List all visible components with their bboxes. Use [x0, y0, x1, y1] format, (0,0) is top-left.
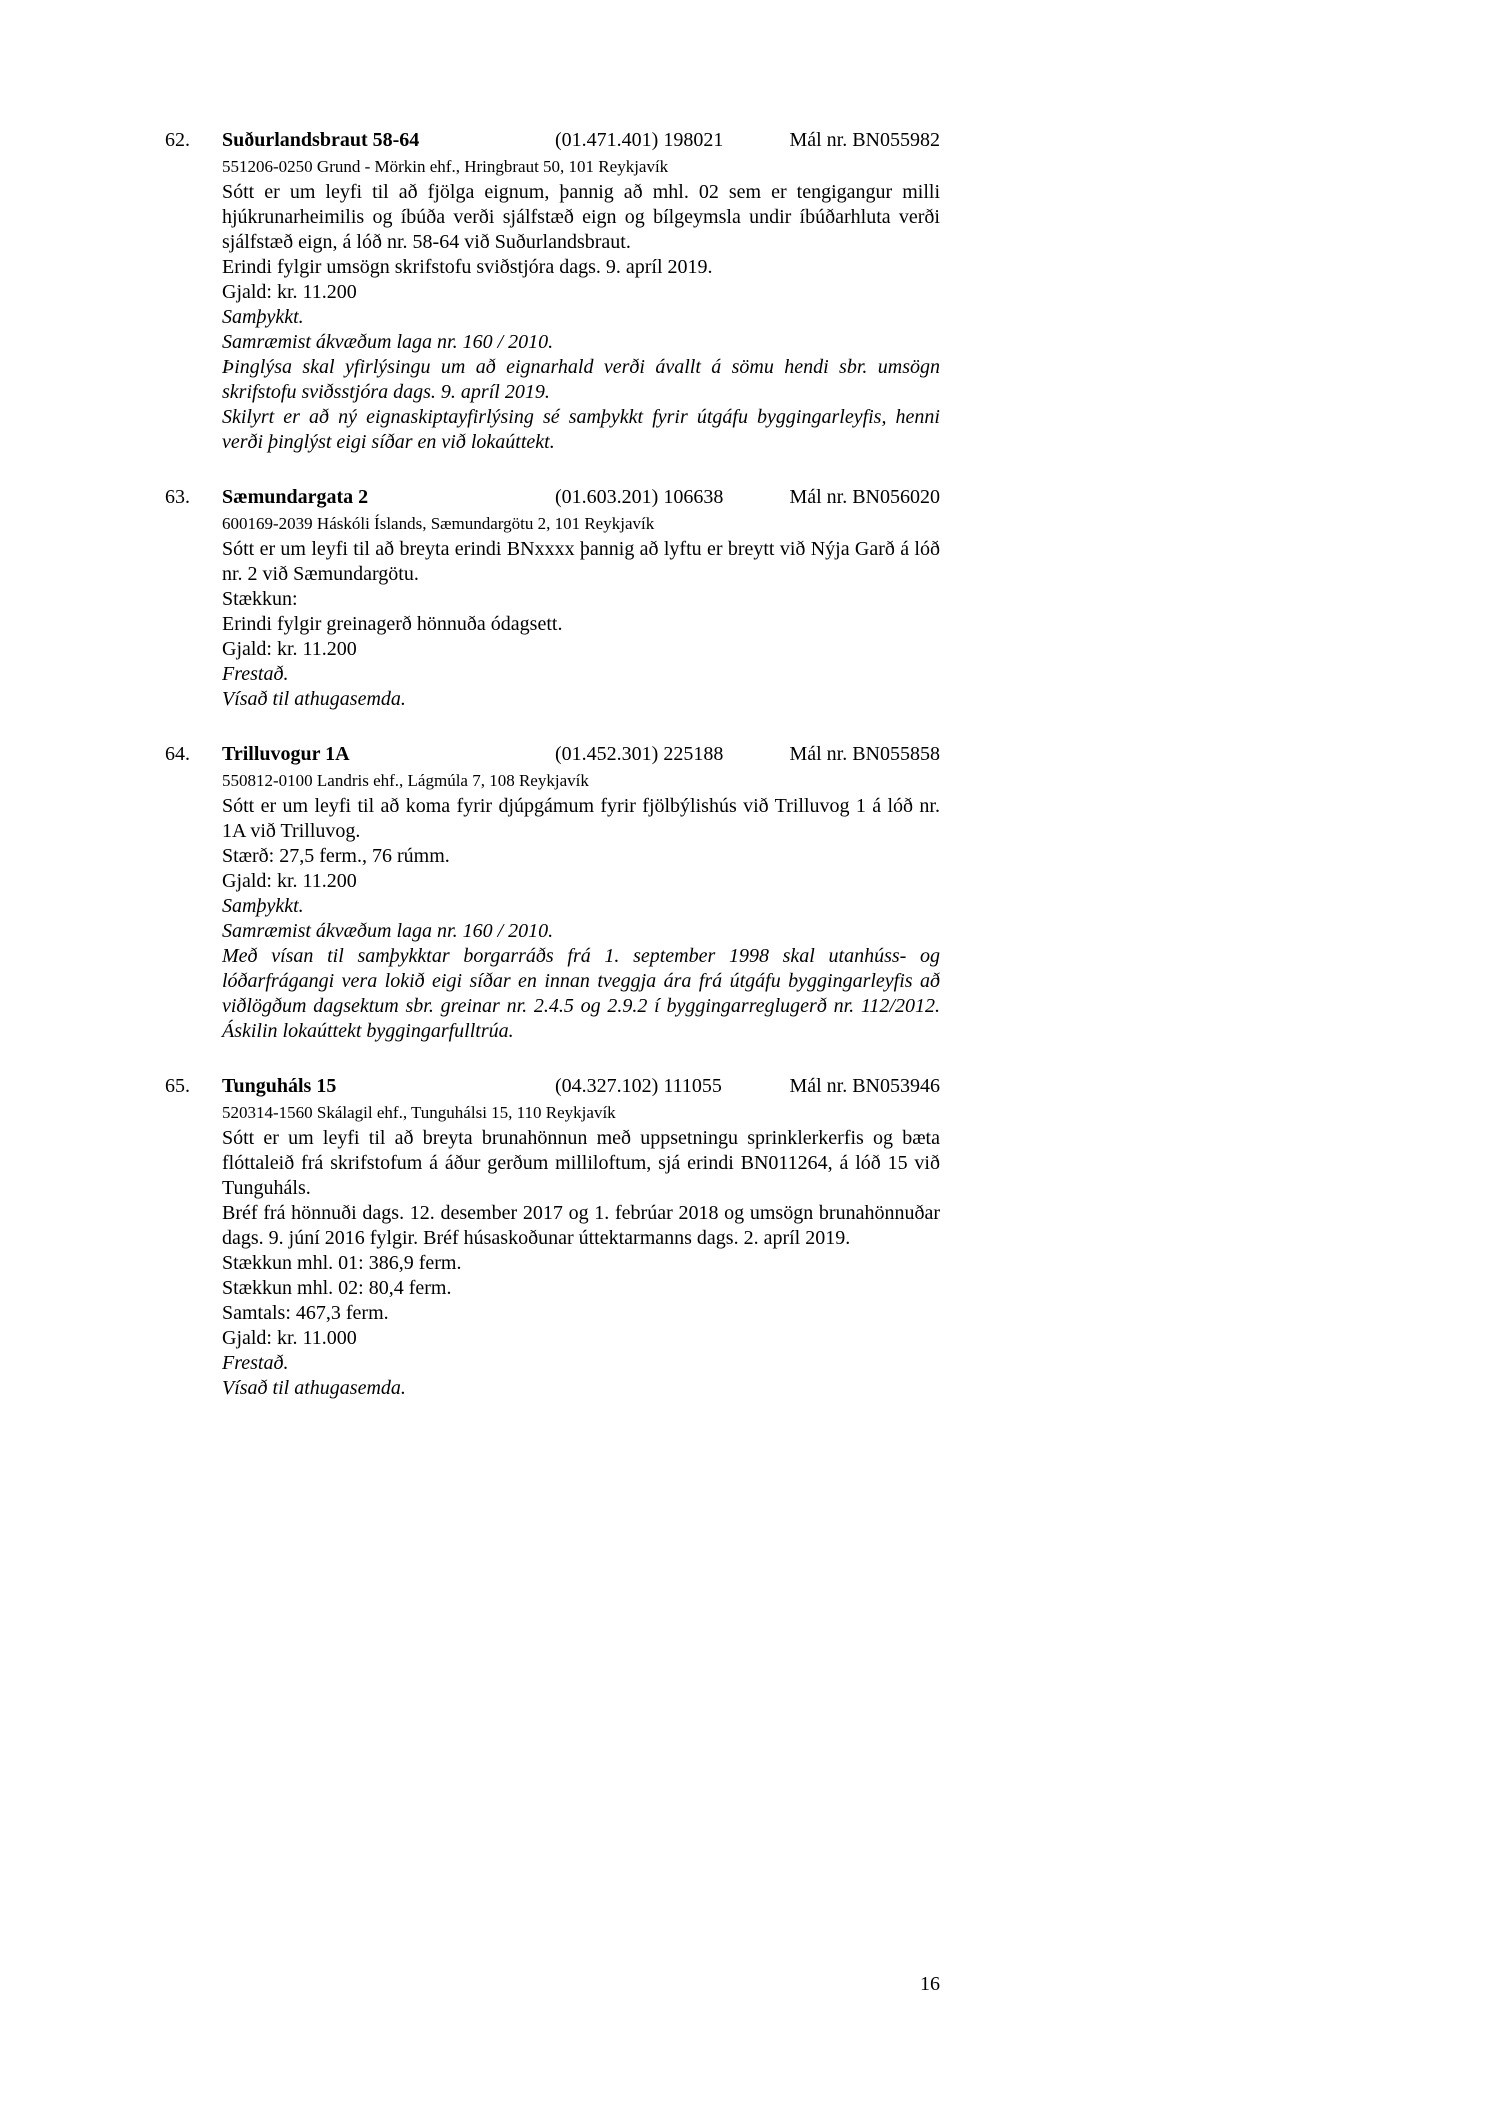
item-body	[222, 769, 940, 1044]
item-number: 63.	[165, 486, 190, 508]
resolution-paragraph: Þinglýsa skal yfirlýsingu um að eignarhald verði ávallt á sömu hendi sbr. umsögn skrifstofu sviðsstjóra dags. 9. apríl 2019.	[222, 356, 940, 403]
item-case-number: Mál nr. BN055858	[789, 743, 940, 765]
item-owner-line: 551206-0250 Grund - Mörkin ehf., Hringbraut 50, 101 Reykjavík	[222, 157, 669, 176]
item-number: 65.	[165, 1075, 190, 1097]
item-reference-number: (01.603.201) 106638	[555, 486, 724, 508]
agenda-item-header	[165, 485, 940, 512]
description-paragraph: Erindi fylgir umsögn skrifstofu sviðstjóra dags. 9. apríl 2019.	[222, 256, 713, 278]
resolution-paragraph: Með vísan til samþykktar borgarráðs frá 1. september 1998 skal utanhúss- og lóðarfrágangi vera lokið eigi síðar en innan tveggja ára frá útgáfu byggingarleyfis að viðlögðum dagsektum sbr. greinar nr. 2.4.5 og 2.9.2 í byggingarreglugerð nr. 112/2012. Áskilin lokaúttekt byggingarfulltrúa.	[222, 945, 940, 1042]
item-body	[222, 512, 940, 712]
item-owner-line: 520314-1560 Skálagil ehf., Tunguhálsi 15, 110 Reykjavík	[222, 1103, 616, 1122]
agenda-item-header	[165, 128, 940, 155]
agenda-item	[165, 1074, 940, 1401]
item-case-number: Mál nr. BN055982	[789, 129, 940, 151]
item-owner-line: 600169-2039 Háskóli Íslands, Sæmundargötu 2, 101 Reykjavík	[222, 514, 655, 533]
description-paragraph: Stærð: 27,5 ferm., 76 rúmm.	[222, 845, 450, 867]
item-title: Suðurlandsbraut 58-64	[222, 129, 420, 151]
description-paragraph: Sótt er um leyfi til að koma fyrir djúpgámum fyrir fjölbýlishús við Trilluvog 1 á lóð nr. 1A við Trilluvog.	[222, 795, 940, 842]
resolution-paragraph: Samræmist ákvæðum laga nr. 160 / 2010.	[222, 920, 554, 942]
resolution-paragraph: Samþykkt.	[222, 895, 304, 917]
page-number: 16	[920, 1973, 940, 1995]
description-paragraph: Stækkun:	[222, 588, 298, 610]
resolution-paragraph: Vísað til athugasemda.	[222, 688, 406, 710]
agenda-item	[165, 128, 940, 455]
item-number: 62.	[165, 129, 190, 151]
description-paragraph: Samtals: 467,3 ferm.	[222, 1302, 389, 1324]
agenda-item	[165, 485, 940, 712]
agenda-item-header	[165, 1074, 940, 1101]
item-reference-number: (01.452.301) 225188	[555, 743, 724, 765]
item-paragraphs	[222, 794, 940, 1044]
item-paragraphs	[222, 180, 940, 455]
item-body	[222, 1101, 940, 1401]
description-paragraph: Stækkun mhl. 01: 386,9 ferm.	[222, 1252, 462, 1274]
item-body	[222, 155, 940, 455]
item-owner-line: 550812-0100 Landris ehf., Lágmúla 7, 108 Reykjavík	[222, 771, 589, 790]
description-paragraph: Sótt er um leyfi til að breyta erindi BNxxxx þannig að lyftu er breytt við Nýja Garð á lóð nr. 2 við Sæmundargötu.	[222, 538, 940, 585]
description-paragraph: Stækkun mhl. 02: 80,4 ferm.	[222, 1277, 452, 1299]
description-paragraph: Gjald: kr. 11.200	[222, 281, 357, 303]
resolution-paragraph: Vísað til athugasemda.	[222, 1377, 406, 1399]
resolution-paragraph: Skilyrt er að ný eignaskiptayfirlýsing sé samþykkt fyrir útgáfu byggingarleyfis, henni verði þinglýst eigi síðar en við lokaúttekt.	[222, 406, 940, 453]
item-case-number: Mál nr. BN056020	[789, 486, 940, 508]
item-reference-number: (01.471.401) 198021	[555, 129, 724, 151]
resolution-paragraph: Samþykkt.	[222, 306, 304, 328]
description-paragraph: Gjald: kr. 11.200	[222, 870, 357, 892]
description-paragraph: Bréf frá hönnuði dags. 12. desember 2017 og 1. febrúar 2018 og umsögn brunahönnuðar dags. 9. júní 2016 fylgir. Bréf húsaskoðunar úttektarmanns dags. 2. apríl 2019.	[222, 1202, 940, 1249]
item-paragraphs	[222, 1126, 940, 1401]
description-paragraph: Erindi fylgir greinagerð hönnuða ódagsett.	[222, 613, 563, 635]
description-paragraph: Gjald: kr. 11.200	[222, 638, 357, 660]
item-case-number: Mál nr. BN053946	[789, 1075, 940, 1097]
resolution-paragraph: Frestað.	[222, 1352, 289, 1374]
agenda-item	[165, 742, 940, 1044]
item-title: Sæmundargata 2	[222, 486, 369, 508]
item-reference-number: (04.327.102) 111055	[555, 1075, 722, 1097]
item-title: Tunguháls 15	[222, 1075, 337, 1097]
description-paragraph: Gjald: kr. 11.000	[222, 1327, 357, 1349]
description-paragraph: Sótt er um leyfi til að breyta brunahönnun með uppsetningu sprinklerkerfis og bæta flóttaleið frá skrifstofum á áður gerðum milliloftum, sjá erindi BN011264, á lóð 15 við Tunguháls.	[222, 1127, 940, 1199]
item-paragraphs	[222, 537, 940, 712]
item-number: 64.	[165, 743, 190, 765]
item-title: Trilluvogur 1A	[222, 743, 350, 765]
resolution-paragraph: Frestað.	[222, 663, 289, 685]
resolution-paragraph: Samræmist ákvæðum laga nr. 160 / 2010.	[222, 331, 554, 353]
items-list	[165, 128, 940, 1431]
agenda-item-header	[165, 742, 940, 769]
description-paragraph: Sótt er um leyfi til að fjölga eignum, þannig að mhl. 02 sem er tengigangur milli hjúkrunarheimilis og íbúða verði sjálfstæð eign og bílgeymsla undir íbúðarhluta verði sjálfstæð eign, á lóð nr. 58-64 við Suðurlandsbraut.	[222, 181, 940, 253]
